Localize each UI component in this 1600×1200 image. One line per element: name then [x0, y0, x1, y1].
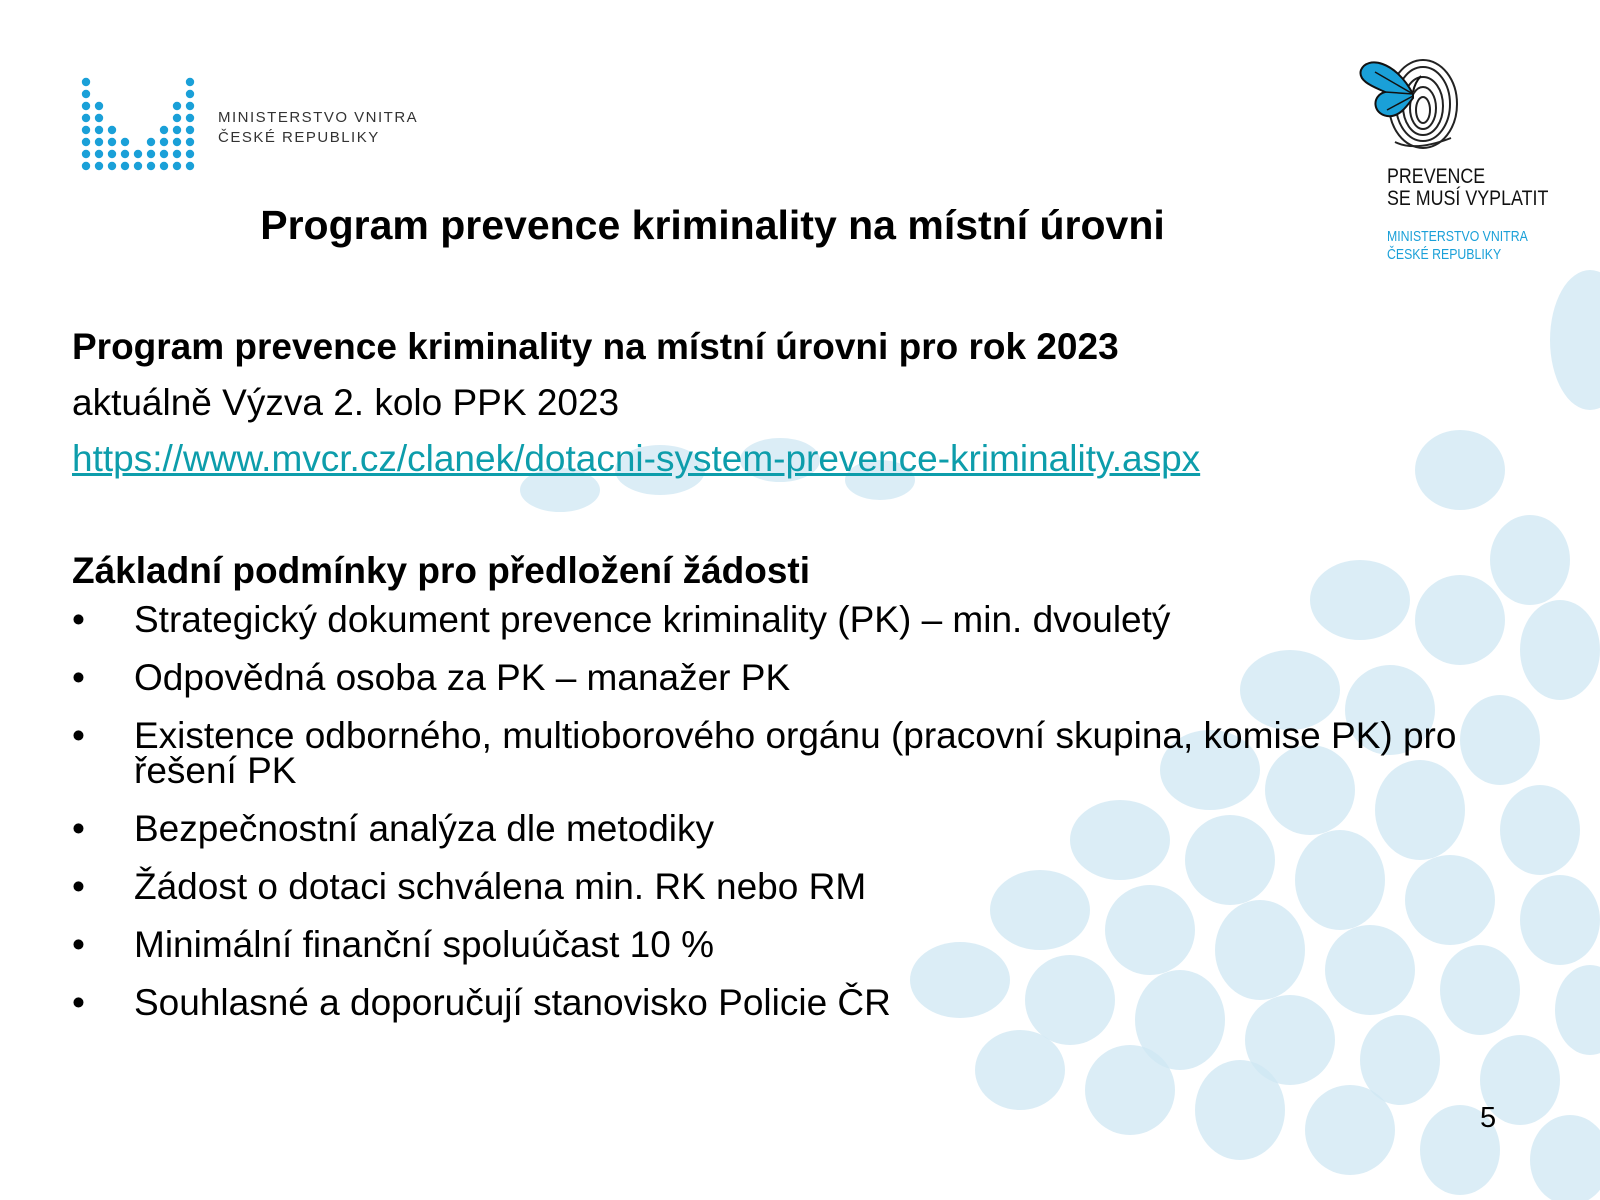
list-item-text: Existence odborného, multioborového orgánu (pracovní skupina, komise PK) pro řešení PK: [134, 715, 1457, 791]
logo-dot: [95, 162, 103, 170]
logo-dot: [173, 162, 181, 170]
background-dot: [1555, 965, 1600, 1055]
background-dot: [1550, 270, 1600, 410]
logo-dot: [186, 102, 194, 110]
logo-dot: [108, 150, 116, 158]
conditions-list: [72, 599, 1512, 1023]
logo-dot: [82, 114, 90, 122]
list-item: [72, 657, 1512, 698]
logo-dot: [186, 162, 194, 170]
program-link[interactable]: https://www.mvcr.cz/clanek/dotacni-system-prevence-kriminality.aspx: [72, 438, 1201, 479]
ministry-name-line1: MINISTERSTVO VNITRA: [218, 109, 419, 126]
bullet-icon: •: [72, 866, 85, 907]
background-dot: [1085, 1045, 1175, 1135]
logo-dot: [147, 150, 155, 158]
logo-dot: [95, 126, 103, 134]
logo-dot: [160, 138, 168, 146]
logo-dot: [173, 138, 181, 146]
prevence-slogan-line2: SE MUSÍ VYPLATIT: [1387, 187, 1549, 210]
slide-content: [72, 320, 1512, 1043]
logo-dot: [186, 90, 194, 98]
logo-dot: [147, 162, 155, 170]
logo-dot: [186, 114, 194, 122]
prevence-ministry-line1: MINISTERSTVO VNITRA: [1387, 228, 1528, 245]
logo-dot: [173, 114, 181, 122]
list-item-text: Odpovědná osoba za PK – manažer PK: [134, 657, 791, 698]
background-dot: [1520, 875, 1600, 965]
logo-dot: [82, 138, 90, 146]
butterfly-fingerprint-icon: [1355, 52, 1465, 152]
logo-dot: [82, 162, 90, 170]
list-item-text: Žádost o dotaci schválena min. RK nebo RM: [134, 866, 867, 907]
logo-dot: [173, 126, 181, 134]
background-dot: [1195, 1060, 1285, 1160]
current-call-text: aktuálně Výzva 2. kolo PPK 2023: [72, 382, 620, 423]
bullet-icon: •: [72, 657, 85, 698]
logo-dot: [147, 138, 155, 146]
ministry-logo: [80, 76, 440, 172]
logo-dot: [108, 126, 116, 134]
logo-dot: [134, 162, 142, 170]
logo-dot: [82, 150, 90, 158]
logo-dot: [134, 150, 142, 158]
list-item-text: Bezpečnostní analýza dle metodiky: [134, 808, 715, 849]
logo-dot: [160, 162, 168, 170]
bullet-icon: •: [72, 715, 85, 756]
list-item: [72, 808, 1512, 849]
logo-dot: [95, 102, 103, 110]
logo-dot: [160, 126, 168, 134]
ministry-name: [218, 108, 418, 148]
logo-dot: [121, 162, 129, 170]
background-dot: [1520, 600, 1600, 700]
logo-dot: [186, 138, 194, 146]
logo-dot: [82, 90, 90, 98]
background-dot: [1500, 785, 1580, 875]
logo-dot: [108, 138, 116, 146]
conditions-heading: Základní podmínky pro předložení žádosti: [72, 550, 811, 591]
list-item: [72, 924, 1512, 965]
logo-dot: [108, 162, 116, 170]
prevence-ministry-line2: ČESKÉ REPUBLIKY: [1387, 246, 1502, 263]
logo-dot: [160, 150, 168, 158]
logo-dot: [82, 102, 90, 110]
ministry-dot-logo-icon: [80, 76, 200, 172]
page-number: 5: [1480, 1102, 1497, 1134]
logo-dot: [186, 150, 194, 158]
logo-dot: [95, 138, 103, 146]
logo-dot: [121, 150, 129, 158]
bullet-icon: •: [72, 924, 85, 965]
logo-dot: [121, 138, 129, 146]
logo-dot: [95, 150, 103, 158]
list-item-text: Souhlasné a doporučují stanovisko Policie ČR: [134, 982, 891, 1023]
bullet-icon: •: [72, 982, 85, 1023]
bullet-icon: •: [72, 599, 85, 640]
logo-dot: [82, 78, 90, 86]
logo-dot: [186, 126, 194, 134]
program-heading: Program prevence kriminality na místní úrovni pro rok 2023: [72, 326, 1119, 367]
prevence-slogan-line1: PREVENCE: [1387, 165, 1486, 188]
list-item: [72, 599, 1512, 640]
logo-dot: [173, 150, 181, 158]
logo-dot: [173, 102, 181, 110]
background-dot: [1530, 1115, 1600, 1200]
logo-dot: [95, 114, 103, 122]
logo-dot: [82, 126, 90, 134]
slide-title: Program prevence kriminality na místní úrovni: [260, 202, 1165, 248]
list-item: [72, 982, 1512, 1023]
list-item-text: Minimální finanční spoluúčast 10 %: [134, 924, 714, 965]
bullet-icon: •: [72, 808, 85, 849]
logo-dot: [186, 78, 194, 86]
list-item: [72, 866, 1512, 907]
list-item: [72, 715, 1512, 791]
ministry-name-line2: ČESKÉ REPUBLIKY: [218, 129, 380, 146]
spacer: [72, 486, 1512, 544]
background-dot: [1305, 1085, 1395, 1175]
list-item-text: Strategický dokument prevence kriminality (PK) – min. dvouletý: [134, 599, 1171, 640]
